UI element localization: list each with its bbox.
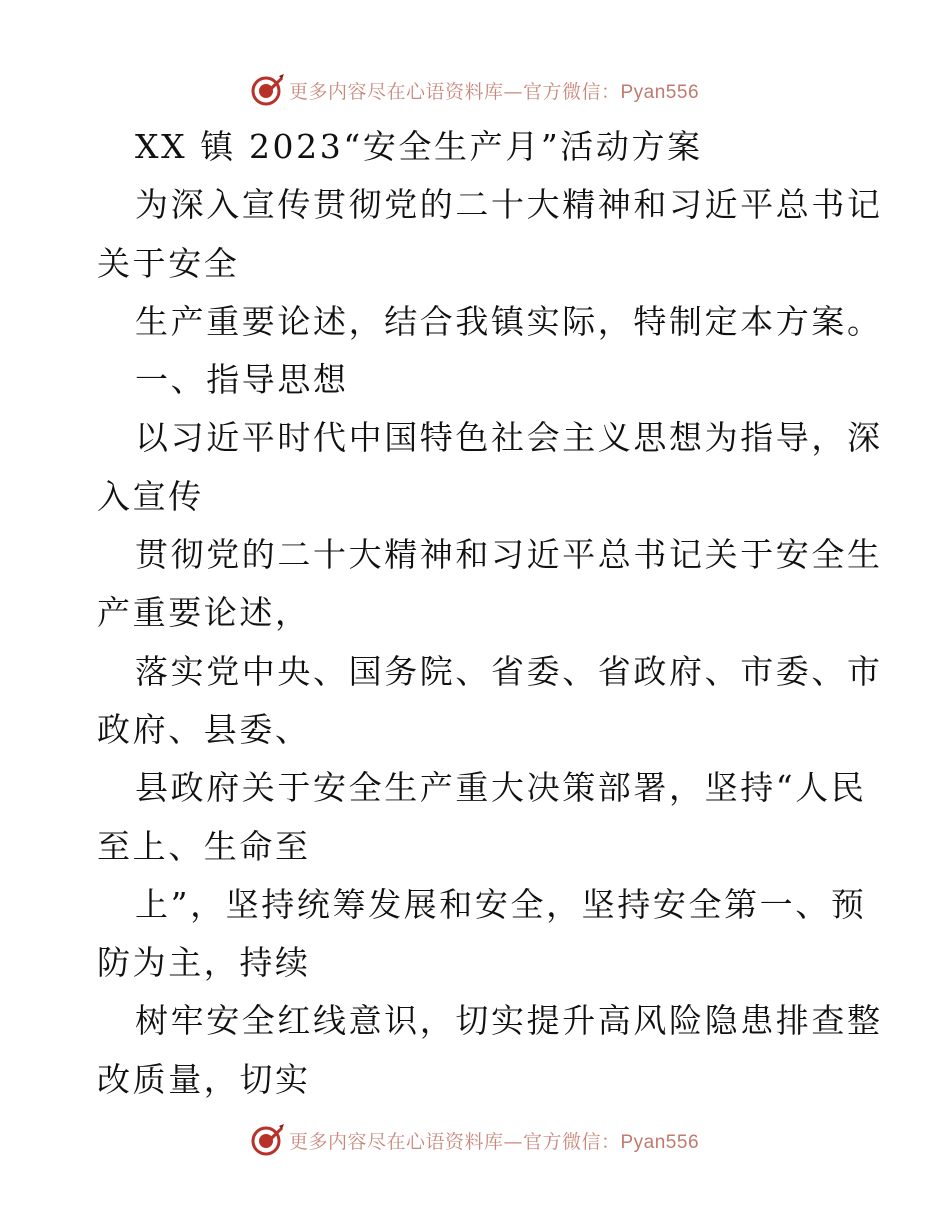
paragraph-line: 树牢安全红线意识，切实提升高风险隐患排查整 [135,1001,883,1041]
header-wechat-id: Pyan556 [620,81,700,103]
paragraph-line: 改质量，切实 [97,1059,311,1099]
paragraph-line: 贯彻党的二十大精神和习近平总书记关于安全生 [135,535,883,575]
document-title: XX 镇 2023“安全生产月”活动方案 [135,127,703,166]
header-banner [0,70,950,110]
pen-logo-icon [251,1123,285,1157]
paragraph-line: 为深入宣传贯彻党的二十大精神和习近平总书记 [135,185,883,225]
paragraph-line: 政府、县委、 [97,709,311,749]
header-banner-text: 更多内容尽在心语资料库—官方微信：Pyan556 [288,80,700,103]
footer-banner-text: 更多内容尽在心语资料库—官方微信：Pyan556 [288,1130,700,1153]
paragraph-line: 产重要论述， [97,593,311,633]
document-body [97,118,883,1109]
paragraph-line: 以习近平时代中国特色社会主义思想为指导，深 [135,418,883,458]
paragraph-line: 入宣传 [97,476,204,516]
section-heading: 一、指导思想 [135,360,349,400]
paragraph-line: 防为主，持续 [97,943,311,983]
footer-wechat-id: Pyan556 [620,1131,700,1153]
paragraph-line: 生产重要论述，结合我镇实际，特制定本方案。 [135,301,883,341]
paragraph-line: 至上、生命至 [97,826,311,866]
footer-banner [0,1120,950,1160]
paragraph-line: 关于安全 [97,243,240,283]
paragraph-line: 上”，坚持统筹发展和安全，坚持安全第一、预 [135,884,867,924]
pen-logo-icon [251,73,285,107]
paragraph-line: 落实党中央、国务院、省委、省政府、市委、市 [135,651,883,691]
paragraph-line: 县政府关于安全生产重大决策部署，坚持“人民 [135,768,867,808]
